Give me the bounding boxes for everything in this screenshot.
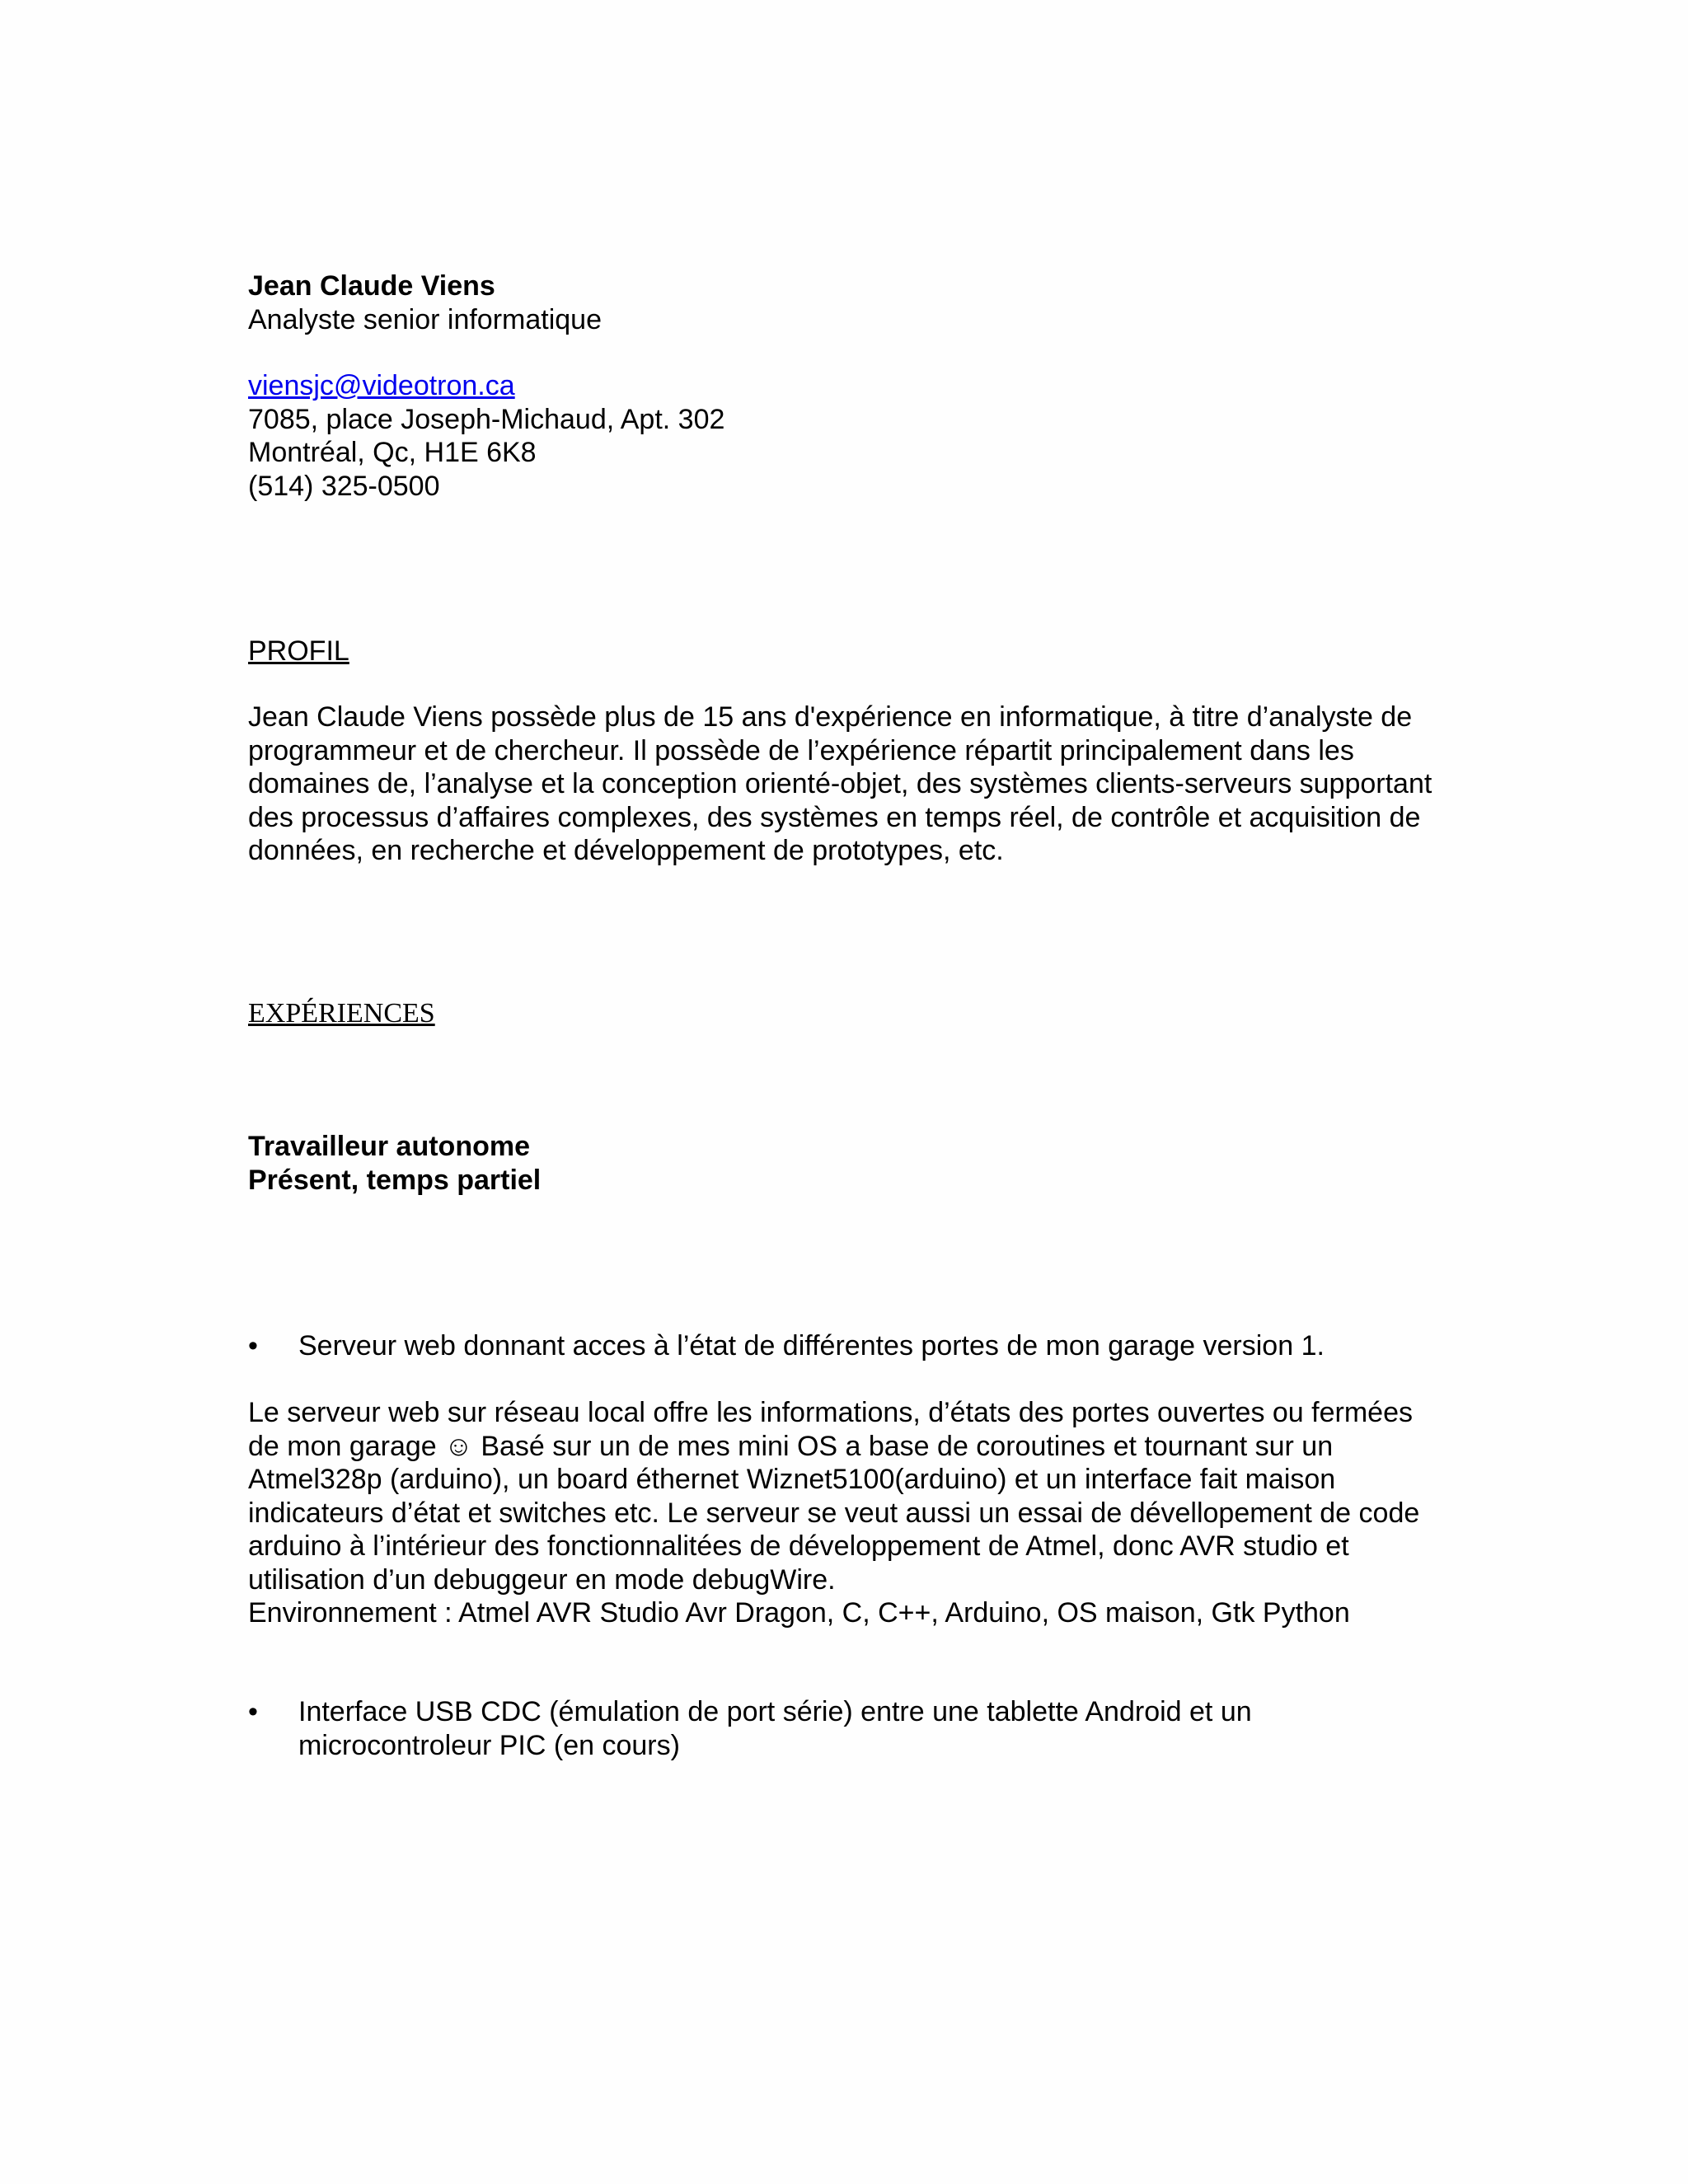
contact-header [248,269,602,336]
bullet-text: Serveur web donnant acces à l’état de différentes portes de mon garage version 1. [298,1330,1325,1361]
bullet-item-web-server [248,1329,1484,1363]
person-name: Jean Claude Viens [248,270,495,302]
job-header [248,1130,541,1197]
profil-line: des processus d’affaires complexes, des systèmes en temps réel, de contrôle et acquisition de [248,801,1421,833]
experiences-heading-block [248,997,435,1031]
phone-number: (514) 325-0500 [248,470,440,502]
experiences-heading: EXPÉRIENCES [248,998,435,1029]
job-role: Travailleur autonome [248,1131,530,1162]
description-line: indicateurs d’état et switches etc. Le serveur se veut aussi un essai de dévellopement de code [248,1497,1420,1529]
profil-line: programmeur et de chercheur. Il possède de l’expérience répartit principalement dans les [248,734,1354,766]
web-server-description [248,1396,1419,1630]
profil-paragraph [248,701,1432,868]
address-line-1: 7085, place Joseph-Michaud, Apt. 302 [248,403,725,435]
job-period: Présent, temps partiel [248,1164,542,1196]
profil-heading-block [248,635,349,668]
profil-line: domaines de, l’analyse et la conception orienté-objet, des systèmes clients-serveurs supportant [248,768,1432,799]
bullet-text [298,1695,1252,1762]
description-line: arduino à l’intérieur des fonctionnalitées de développement de Atmel, donc AVR studio et [248,1530,1349,1562]
profil-line: Jean Claude Viens possède plus de 15 ans d'expérience en informatique, à titre d’analyste de [248,701,1413,733]
profil-line: données, en recherche et développement de prototypes, etc. [248,835,1004,866]
bullet-icon: • [248,1696,258,1727]
address-line-2: Montréal, Qc, H1E 6K8 [248,437,537,468]
email-link[interactable]: viensjc@videotron.ca [248,370,515,401]
description-line: Le serveur web sur réseau local offre les informations, d’états des portes ouvertes ou fermées [248,1397,1413,1428]
bullet-icon: • [248,1330,258,1361]
description-line: utilisation d’un debuggeur en mode debugWire. [248,1563,836,1596]
profil-heading: PROFIL [248,635,349,667]
environment-line: Environnement : Atmel AVR Studio Avr Dragon, C, C++, Arduino, OS maison, Gtk Python [248,1597,1350,1629]
bullet-text-line: microcontroleur PIC (en cours) [298,1729,680,1761]
bullet-text-line: Interface USB CDC (émulation de port série) entre une tablette Android et un [298,1696,1252,1727]
contact-details [248,369,724,503]
job-title: Analyste senior informatique [248,303,603,335]
description-line: Atmel328p (arduino), un board éthernet Wiznet5100(arduino) et un interface fait maison [248,1464,1336,1495]
description-line: de mon garage ☺ Basé sur un de mes mini OS a base de coroutines et tournant sur un [248,1430,1334,1462]
bullet-item-usb-interface [248,1695,1484,1763]
